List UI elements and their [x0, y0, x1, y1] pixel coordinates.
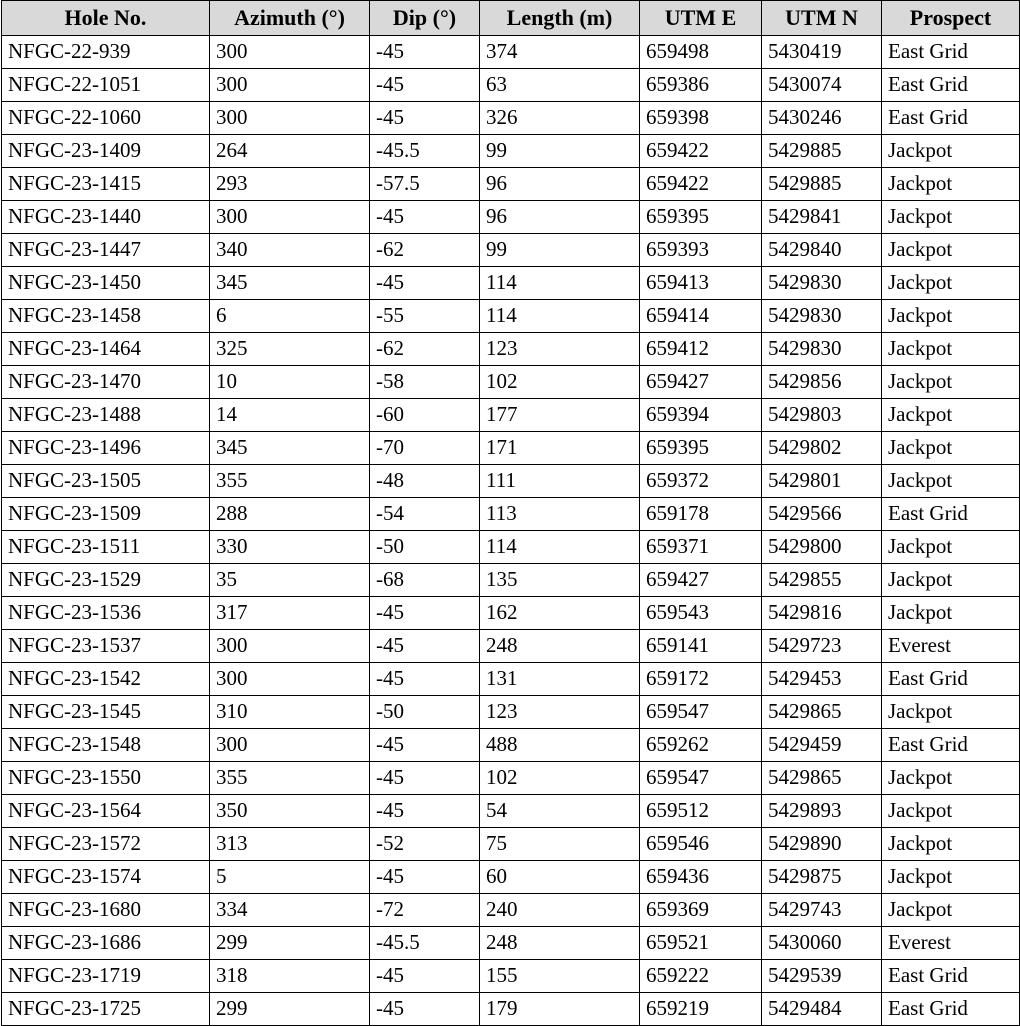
- cell-dip: -72: [370, 894, 480, 927]
- cell-azimuth: 10: [210, 366, 370, 399]
- column-header-dip: Dip (°): [370, 1, 480, 36]
- cell-azimuth: 299: [210, 927, 370, 960]
- cell-azimuth: 300: [210, 630, 370, 663]
- cell-hole-no: NFGC-23-1574: [2, 861, 210, 894]
- table-row: [2, 498, 1020, 531]
- cell-hole-no: NFGC-23-1572: [2, 828, 210, 861]
- cell-prospect: Jackpot: [882, 300, 1020, 333]
- column-header-length: Length (m): [480, 1, 640, 36]
- cell-azimuth: 330: [210, 531, 370, 564]
- table-row: [2, 102, 1020, 135]
- cell-utm-e: 659546: [640, 828, 762, 861]
- cell-azimuth: 317: [210, 597, 370, 630]
- cell-prospect: East Grid: [882, 729, 1020, 762]
- table-row: [2, 333, 1020, 366]
- table-row: [2, 399, 1020, 432]
- cell-azimuth: 340: [210, 234, 370, 267]
- cell-length: 123: [480, 696, 640, 729]
- cell-hole-no: NFGC-22-1060: [2, 102, 210, 135]
- cell-length: 171: [480, 432, 640, 465]
- cell-dip: -57.5: [370, 168, 480, 201]
- cell-prospect: East Grid: [882, 663, 1020, 696]
- cell-utm-e: 659219: [640, 993, 762, 1026]
- cell-dip: -50: [370, 531, 480, 564]
- cell-utm-n: 5429855: [762, 564, 882, 597]
- cell-utm-n: 5429484: [762, 993, 882, 1026]
- drill-hole-table: [1, 0, 1020, 1026]
- cell-prospect: East Grid: [882, 960, 1020, 993]
- cell-prospect: Jackpot: [882, 828, 1020, 861]
- table-row: [2, 630, 1020, 663]
- cell-hole-no: NFGC-23-1450: [2, 267, 210, 300]
- column-header-prospect: Prospect: [882, 1, 1020, 36]
- cell-utm-n: 5429802: [762, 432, 882, 465]
- cell-dip: -45.5: [370, 135, 480, 168]
- cell-length: 131: [480, 663, 640, 696]
- cell-azimuth: 35: [210, 564, 370, 597]
- table-row: [2, 894, 1020, 927]
- cell-dip: -45: [370, 795, 480, 828]
- cell-utm-n: 5429856: [762, 366, 882, 399]
- cell-prospect: Jackpot: [882, 168, 1020, 201]
- cell-utm-n: 5429830: [762, 300, 882, 333]
- table-row: [2, 531, 1020, 564]
- cell-length: 63: [480, 69, 640, 102]
- table-row: [2, 663, 1020, 696]
- cell-prospect: Jackpot: [882, 234, 1020, 267]
- cell-prospect: Jackpot: [882, 762, 1020, 795]
- cell-dip: -54: [370, 498, 480, 531]
- cell-hole-no: NFGC-23-1458: [2, 300, 210, 333]
- cell-utm-e: 659395: [640, 432, 762, 465]
- cell-length: 248: [480, 927, 640, 960]
- cell-utm-n: 5429885: [762, 168, 882, 201]
- cell-utm-n: 5429816: [762, 597, 882, 630]
- cell-utm-e: 659262: [640, 729, 762, 762]
- cell-prospect: Jackpot: [882, 894, 1020, 927]
- cell-hole-no: NFGC-23-1505: [2, 465, 210, 498]
- table-row: [2, 267, 1020, 300]
- cell-utm-e: 659398: [640, 102, 762, 135]
- cell-utm-e: 659369: [640, 894, 762, 927]
- cell-azimuth: 299: [210, 993, 370, 1026]
- column-header-azimuth: Azimuth (°): [210, 1, 370, 36]
- cell-azimuth: 300: [210, 663, 370, 696]
- cell-dip: -45: [370, 729, 480, 762]
- cell-dip: -68: [370, 564, 480, 597]
- cell-prospect: Jackpot: [882, 135, 1020, 168]
- cell-prospect: East Grid: [882, 36, 1020, 69]
- table-row: [2, 366, 1020, 399]
- cell-length: 96: [480, 168, 640, 201]
- cell-azimuth: 350: [210, 795, 370, 828]
- cell-dip: -45: [370, 663, 480, 696]
- cell-utm-e: 659512: [640, 795, 762, 828]
- cell-prospect: Jackpot: [882, 564, 1020, 597]
- table-row: [2, 135, 1020, 168]
- cell-utm-e: 659498: [640, 36, 762, 69]
- cell-utm-e: 659372: [640, 465, 762, 498]
- cell-utm-n: 5429803: [762, 399, 882, 432]
- cell-utm-e: 659393: [640, 234, 762, 267]
- cell-length: 326: [480, 102, 640, 135]
- cell-length: 177: [480, 399, 640, 432]
- cell-dip: -52: [370, 828, 480, 861]
- cell-dip: -45.5: [370, 927, 480, 960]
- cell-hole-no: NFGC-23-1719: [2, 960, 210, 993]
- cell-hole-no: NFGC-23-1529: [2, 564, 210, 597]
- cell-prospect: Jackpot: [882, 861, 1020, 894]
- table-row: [2, 597, 1020, 630]
- cell-utm-e: 659422: [640, 168, 762, 201]
- cell-prospect: Jackpot: [882, 333, 1020, 366]
- cell-utm-e: 659413: [640, 267, 762, 300]
- cell-hole-no: NFGC-23-1537: [2, 630, 210, 663]
- cell-dip: -45: [370, 630, 480, 663]
- cell-utm-n: 5429890: [762, 828, 882, 861]
- cell-azimuth: 300: [210, 102, 370, 135]
- cell-azimuth: 300: [210, 69, 370, 102]
- table-body: [2, 36, 1020, 1026]
- cell-utm-n: 5429539: [762, 960, 882, 993]
- cell-hole-no: NFGC-23-1511: [2, 531, 210, 564]
- cell-length: 113: [480, 498, 640, 531]
- cell-dip: -45: [370, 762, 480, 795]
- table-header: [2, 1, 1020, 36]
- cell-utm-e: 659178: [640, 498, 762, 531]
- cell-dip: -45: [370, 267, 480, 300]
- cell-utm-e: 659436: [640, 861, 762, 894]
- cell-utm-e: 659547: [640, 762, 762, 795]
- cell-prospect: Jackpot: [882, 465, 1020, 498]
- cell-utm-n: 5429893: [762, 795, 882, 828]
- cell-utm-e: 659394: [640, 399, 762, 432]
- cell-azimuth: 288: [210, 498, 370, 531]
- cell-utm-n: 5429875: [762, 861, 882, 894]
- cell-utm-n: 5429453: [762, 663, 882, 696]
- table-row: [2, 69, 1020, 102]
- cell-utm-n: 5429865: [762, 762, 882, 795]
- cell-hole-no: NFGC-23-1496: [2, 432, 210, 465]
- cell-length: 248: [480, 630, 640, 663]
- cell-hole-no: NFGC-23-1440: [2, 201, 210, 234]
- cell-azimuth: 264: [210, 135, 370, 168]
- cell-length: 114: [480, 300, 640, 333]
- cell-length: 96: [480, 201, 640, 234]
- cell-hole-no: NFGC-23-1548: [2, 729, 210, 762]
- cell-hole-no: NFGC-23-1550: [2, 762, 210, 795]
- cell-length: 60: [480, 861, 640, 894]
- cell-hole-no: NFGC-23-1725: [2, 993, 210, 1026]
- cell-utm-n: 5429830: [762, 267, 882, 300]
- cell-azimuth: 325: [210, 333, 370, 366]
- cell-dip: -45: [370, 201, 480, 234]
- cell-length: 135: [480, 564, 640, 597]
- table-row: [2, 168, 1020, 201]
- cell-azimuth: 313: [210, 828, 370, 861]
- cell-hole-no: NFGC-23-1545: [2, 696, 210, 729]
- table-row: [2, 861, 1020, 894]
- cell-length: 111: [480, 465, 640, 498]
- table-row: [2, 432, 1020, 465]
- cell-length: 240: [480, 894, 640, 927]
- cell-prospect: Jackpot: [882, 696, 1020, 729]
- table-row: [2, 201, 1020, 234]
- cell-utm-n: 5429865: [762, 696, 882, 729]
- cell-azimuth: 293: [210, 168, 370, 201]
- cell-azimuth: 300: [210, 729, 370, 762]
- cell-utm-e: 659543: [640, 597, 762, 630]
- cell-utm-e: 659395: [640, 201, 762, 234]
- cell-hole-no: NFGC-23-1447: [2, 234, 210, 267]
- cell-length: 54: [480, 795, 640, 828]
- cell-utm-n: 5429459: [762, 729, 882, 762]
- cell-utm-e: 659412: [640, 333, 762, 366]
- cell-azimuth: 345: [210, 432, 370, 465]
- cell-azimuth: 6: [210, 300, 370, 333]
- cell-dip: -50: [370, 696, 480, 729]
- cell-utm-e: 659222: [640, 960, 762, 993]
- table-row: [2, 828, 1020, 861]
- table-row: [2, 465, 1020, 498]
- cell-utm-n: 5429801: [762, 465, 882, 498]
- cell-length: 102: [480, 366, 640, 399]
- cell-utm-n: 5429800: [762, 531, 882, 564]
- cell-utm-n: 5429830: [762, 333, 882, 366]
- table-row: [2, 993, 1020, 1026]
- cell-azimuth: 14: [210, 399, 370, 432]
- cell-length: 488: [480, 729, 640, 762]
- cell-hole-no: NFGC-23-1564: [2, 795, 210, 828]
- cell-length: 162: [480, 597, 640, 630]
- cell-dip: -70: [370, 432, 480, 465]
- table-row: [2, 729, 1020, 762]
- cell-utm-e: 659172: [640, 663, 762, 696]
- cell-utm-n: 5430246: [762, 102, 882, 135]
- cell-dip: -48: [370, 465, 480, 498]
- cell-utm-n: 5429566: [762, 498, 882, 531]
- cell-length: 155: [480, 960, 640, 993]
- cell-utm-e: 659422: [640, 135, 762, 168]
- cell-dip: -55: [370, 300, 480, 333]
- cell-utm-n: 5430419: [762, 36, 882, 69]
- cell-azimuth: 300: [210, 36, 370, 69]
- column-header-hole-no: Hole No.: [2, 1, 210, 36]
- cell-length: 123: [480, 333, 640, 366]
- cell-length: 75: [480, 828, 640, 861]
- cell-length: 102: [480, 762, 640, 795]
- column-header-utm-n: UTM N: [762, 1, 882, 36]
- cell-length: 99: [480, 234, 640, 267]
- cell-prospect: Everest: [882, 927, 1020, 960]
- cell-prospect: Jackpot: [882, 795, 1020, 828]
- cell-utm-e: 659547: [640, 696, 762, 729]
- cell-dip: -45: [370, 861, 480, 894]
- cell-azimuth: 300: [210, 201, 370, 234]
- cell-dip: -45: [370, 102, 480, 135]
- cell-dip: -60: [370, 399, 480, 432]
- cell-prospect: Jackpot: [882, 201, 1020, 234]
- cell-length: 99: [480, 135, 640, 168]
- cell-utm-n: 5429743: [762, 894, 882, 927]
- cell-dip: -45: [370, 69, 480, 102]
- cell-dip: -62: [370, 333, 480, 366]
- cell-prospect: Jackpot: [882, 531, 1020, 564]
- cell-hole-no: NFGC-23-1415: [2, 168, 210, 201]
- table-row: [2, 960, 1020, 993]
- cell-prospect: Jackpot: [882, 597, 1020, 630]
- cell-azimuth: 310: [210, 696, 370, 729]
- cell-dip: -45: [370, 993, 480, 1026]
- cell-dip: -58: [370, 366, 480, 399]
- cell-azimuth: 334: [210, 894, 370, 927]
- cell-hole-no: NFGC-23-1542: [2, 663, 210, 696]
- cell-utm-n: 5429885: [762, 135, 882, 168]
- cell-dip: -45: [370, 960, 480, 993]
- cell-azimuth: 5: [210, 861, 370, 894]
- table-row: [2, 696, 1020, 729]
- cell-utm-n: 5430074: [762, 69, 882, 102]
- cell-utm-n: 5429841: [762, 201, 882, 234]
- cell-prospect: Everest: [882, 630, 1020, 663]
- cell-hole-no: NFGC-22-1051: [2, 69, 210, 102]
- cell-dip: -45: [370, 36, 480, 69]
- cell-utm-e: 659427: [640, 366, 762, 399]
- cell-hole-no: NFGC-23-1464: [2, 333, 210, 366]
- cell-length: 374: [480, 36, 640, 69]
- cell-azimuth: 345: [210, 267, 370, 300]
- cell-prospect: Jackpot: [882, 267, 1020, 300]
- cell-utm-e: 659371: [640, 531, 762, 564]
- column-header-utm-e: UTM E: [640, 1, 762, 36]
- cell-hole-no: NFGC-23-1488: [2, 399, 210, 432]
- cell-utm-e: 659521: [640, 927, 762, 960]
- table-header-row: [2, 1, 1020, 36]
- cell-utm-n: 5429723: [762, 630, 882, 663]
- cell-utm-e: 659141: [640, 630, 762, 663]
- cell-length: 114: [480, 267, 640, 300]
- cell-utm-n: 5429840: [762, 234, 882, 267]
- cell-prospect: East Grid: [882, 498, 1020, 531]
- cell-azimuth: 355: [210, 762, 370, 795]
- cell-prospect: East Grid: [882, 69, 1020, 102]
- table-row: [2, 36, 1020, 69]
- cell-dip: -62: [370, 234, 480, 267]
- cell-hole-no: NFGC-23-1509: [2, 498, 210, 531]
- table-row: [2, 795, 1020, 828]
- cell-hole-no: NFGC-23-1686: [2, 927, 210, 960]
- cell-dip: -45: [370, 597, 480, 630]
- cell-hole-no: NFGC-22-939: [2, 36, 210, 69]
- table-row: [2, 762, 1020, 795]
- cell-hole-no: NFGC-23-1470: [2, 366, 210, 399]
- cell-prospect: Jackpot: [882, 432, 1020, 465]
- table-row: [2, 234, 1020, 267]
- cell-hole-no: NFGC-23-1536: [2, 597, 210, 630]
- cell-prospect: East Grid: [882, 102, 1020, 135]
- cell-prospect: Jackpot: [882, 366, 1020, 399]
- cell-hole-no: NFGC-23-1409: [2, 135, 210, 168]
- cell-length: 114: [480, 531, 640, 564]
- cell-prospect: Jackpot: [882, 399, 1020, 432]
- cell-utm-e: 659414: [640, 300, 762, 333]
- table-row: [2, 564, 1020, 597]
- cell-hole-no: NFGC-23-1680: [2, 894, 210, 927]
- cell-utm-n: 5430060: [762, 927, 882, 960]
- cell-azimuth: 318: [210, 960, 370, 993]
- cell-prospect: East Grid: [882, 993, 1020, 1026]
- table-row: [2, 927, 1020, 960]
- cell-utm-e: 659427: [640, 564, 762, 597]
- cell-length: 179: [480, 993, 640, 1026]
- cell-azimuth: 355: [210, 465, 370, 498]
- cell-utm-e: 659386: [640, 69, 762, 102]
- table-row: [2, 300, 1020, 333]
